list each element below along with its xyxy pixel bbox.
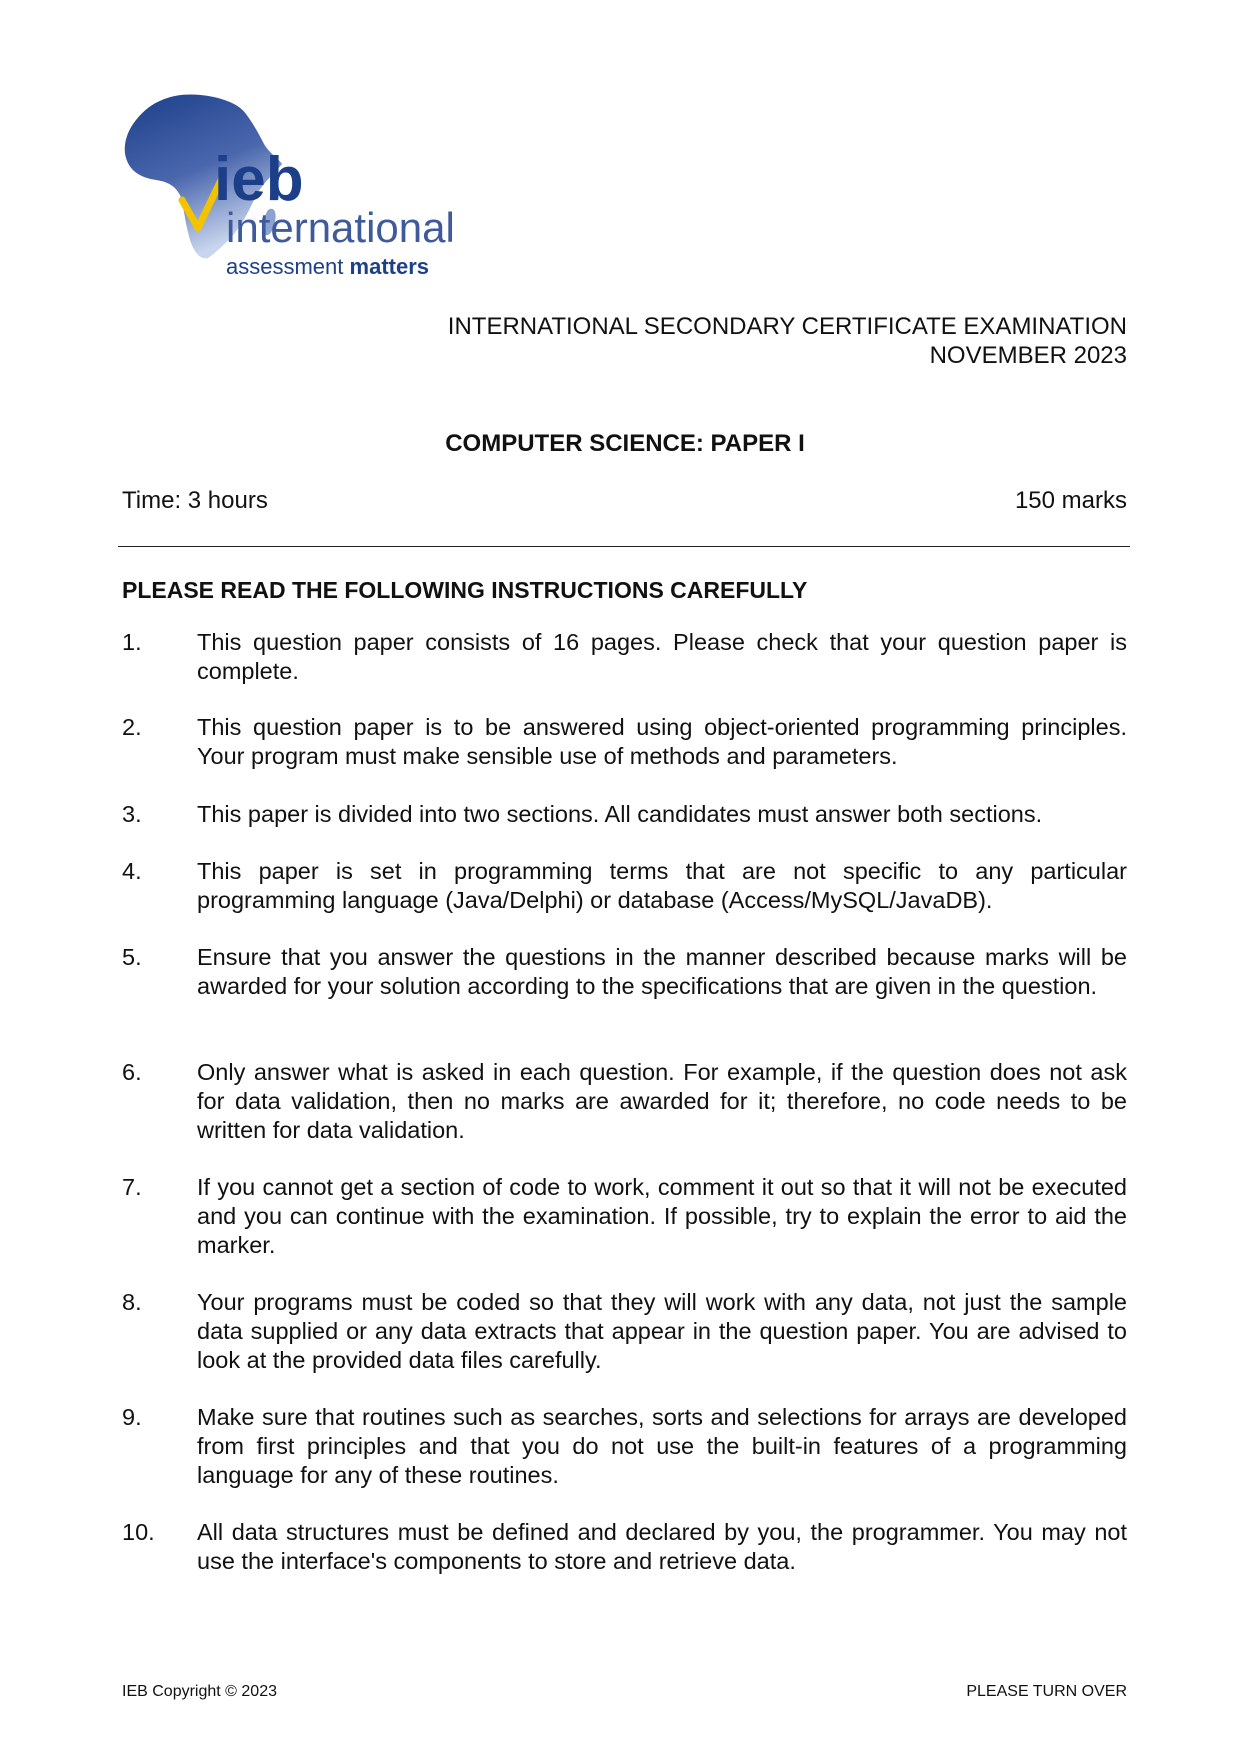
instruction-item — [122, 943, 1127, 1001]
ieb-logo — [122, 92, 482, 282]
footer-turn-over: PLEASE TURN OVER — [966, 1683, 1127, 1700]
exam-name: INTERNATIONAL SECONDARY CERTIFICATE EXAMINATION — [447, 313, 1127, 340]
exam-marks: 150 marks — [1014, 487, 1127, 514]
instruction-number: 3. — [122, 801, 142, 827]
instruction-text: All data structures must be defined and declared by you, the programmer. You may not use the interface's components to store and retrieve data. — [197, 1519, 1127, 1574]
instruction-item — [122, 628, 1127, 686]
logo-tagline-bold: matters — [349, 254, 429, 279]
exam-date: NOVEMBER 2023 — [929, 342, 1127, 369]
instruction-text: Ensure that you answer the questions in the manner described because marks will be awarded for your solution according to the specifications that are given in the question. — [197, 944, 1127, 999]
instruction-number: 8. — [122, 1289, 142, 1315]
instruction-text: This paper is set in programming terms that are not specific to any particular programming language (Java/Delphi) or database (Access/MySQL/JavaDB). — [197, 858, 1127, 913]
logo-tagline — [226, 254, 429, 279]
instruction-item — [122, 1403, 1127, 1490]
exam-time: Time: 3 hours — [122, 487, 268, 514]
footer-copyright: IEB Copyright © 2023 — [122, 1683, 277, 1700]
logo-brand: ieb — [214, 145, 304, 214]
instruction-number: 10. — [122, 1519, 155, 1545]
instruction-text: This question paper consists of 16 pages. Please check that your question paper is complete. — [197, 629, 1127, 684]
instruction-item — [122, 1058, 1127, 1145]
africa-map-icon — [122, 92, 482, 282]
logo-tagline-regular: assessment — [226, 254, 344, 279]
instruction-text: If you cannot get a section of code to work, comment it out so that it will not be executed and you can continue with the examination. If possible, try to explain the error to aid the marker. — [197, 1174, 1127, 1258]
instruction-text: Make sure that routines such as searches, sorts and selections for arrays are developed from first principles and that you do not use the built-in features of a programming language for any of these routines. — [197, 1404, 1127, 1488]
instruction-text: Only answer what is asked in each question. For example, if the question does not ask for data validation, then no marks are awarded for it; therefore, no code needs to be written for data validation. — [197, 1059, 1127, 1143]
time-marks-row — [122, 487, 1127, 515]
exam-header — [448, 312, 1127, 370]
header-divider — [118, 546, 1130, 547]
instruction-number: 1. — [122, 629, 142, 655]
instruction-text: This paper is divided into two sections. All candidates must answer both sections. — [197, 801, 1043, 827]
instruction-item — [122, 800, 1127, 829]
logo-word: international — [226, 204, 455, 251]
instruction-item — [122, 713, 1127, 771]
paper-title: COMPUTER SCIENCE: PAPER I — [445, 430, 805, 457]
instruction-text: Your programs must be coded so that they will work with any data, not just the sample data supplied or any data extracts that appear in the question paper. You are advised to look at the provided data files carefully. — [197, 1289, 1127, 1373]
instruction-number: 4. — [122, 858, 142, 884]
instruction-item — [122, 857, 1127, 915]
instruction-number: 6. — [122, 1059, 142, 1085]
instruction-number: 9. — [122, 1404, 142, 1430]
instruction-number: 2. — [122, 714, 142, 740]
instruction-item — [122, 1173, 1127, 1260]
instruction-item — [122, 1518, 1127, 1576]
instruction-item — [122, 1288, 1127, 1375]
instructions-heading: PLEASE READ THE FOLLOWING INSTRUCTIONS CAREFULLY — [122, 577, 808, 603]
instruction-number: 7. — [122, 1174, 142, 1200]
instruction-text: This question paper is to be answered using object-oriented programming principles. Your program must make sensible use of methods and parameters. — [197, 714, 1127, 769]
instruction-number: 5. — [122, 944, 142, 970]
